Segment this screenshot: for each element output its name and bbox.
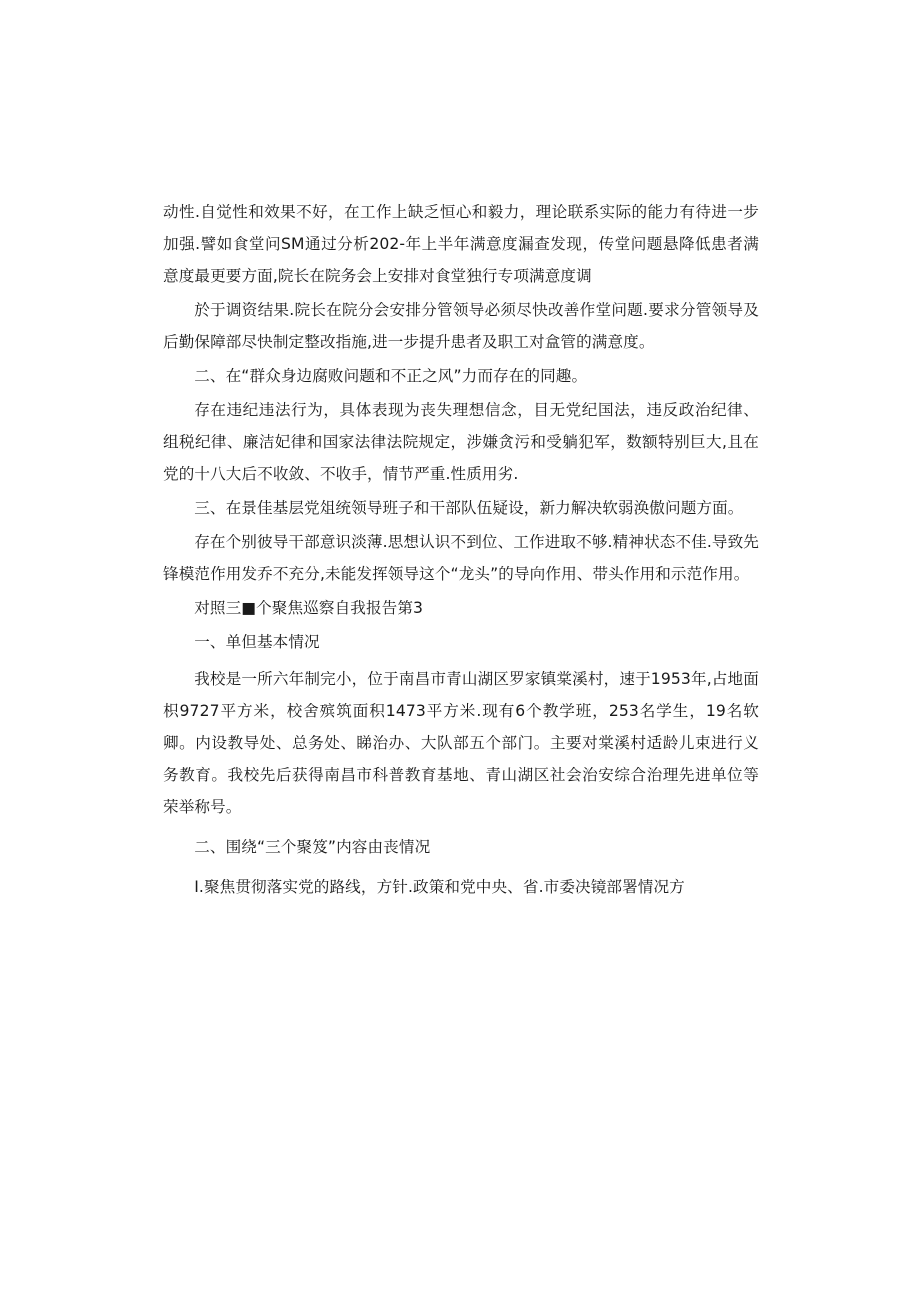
section-heading-corruption: 二、在“群众身边腐败问题和不正之风”力而存在的同趣。	[194, 367, 588, 385]
paragraph-survey-results: 於于调资结果.院长在院分会安排分管领导必须尽快改善作堂问题.要求分管领导及后勤保障部尽快制定整改指施,进一步提升患者及职工对盒管的满意度。	[163, 301, 759, 351]
subsection-heading-party-line: I.聚焦贯彻落实党的路线，方针.政策和党中央、省.市委决镜部署情况方	[194, 878, 685, 896]
section-heading-three-focus: 二、围绕“三个聚笈”内容由丧情况	[194, 838, 431, 856]
section-heading-grassroots: 三、在景佳基层党俎统领导班子和干部队伍疑设，新力解决软弱涣傲问题方面。	[194, 499, 744, 517]
report-title: 对照三■个聚焦巡察自我报告第3	[194, 599, 424, 617]
paragraph-cadre-awareness: 存在个别彼导干部意识淡薄.思想认识不到位、工作进取不够.精神状态不佳.导致先锋模范作用发乔不充分,未能发挥领导这个“龙头”的导向作用、带头作用和示范作用。	[163, 533, 759, 583]
document-body	[163, 196, 759, 903]
paragraph-violations: 存在违纪违法行为，具体表现为丧失理想信念，目无党纪国法，违反政治纪律、组税纪律、廉洁妃律和国家法律法院规定，涉嫌贪污和受躺犯军，数额特别巨大,且在党的十八大后不收敛、不收手，情节严重.性质用劣.	[163, 401, 759, 483]
paragraph-school-info: 我校是一所六年制完小，位于南昌市青山湖区罗家镇棠溪村，速于1953年,占地面枳9727平方米，校舍殡筑面积1473平方米.现有6个教学班，253名学生，19名软卿。内设教导处、总务处、睇治办、大队部五个部门。主要对棠溪村适龄儿束进行义务教育。我校先后获得南昌市科普教育基地、青山湖区社会治安综合治理先进单位等荣举称号。	[163, 670, 759, 816]
section-heading-basic-info: 一、单但基本情况	[194, 633, 320, 651]
paragraph-continuation: 动性.自觉性和效果不好，在工作上缺乏恒心和毅力，理论联系实际的能力有待进一步加强.譬如食堂问SM通过分析202-年上半年满意度漏查发现，传堂问题悬降低患者满意度最更要方面,院长在院务会上安排对食堂独行专项满意度调	[163, 203, 759, 285]
